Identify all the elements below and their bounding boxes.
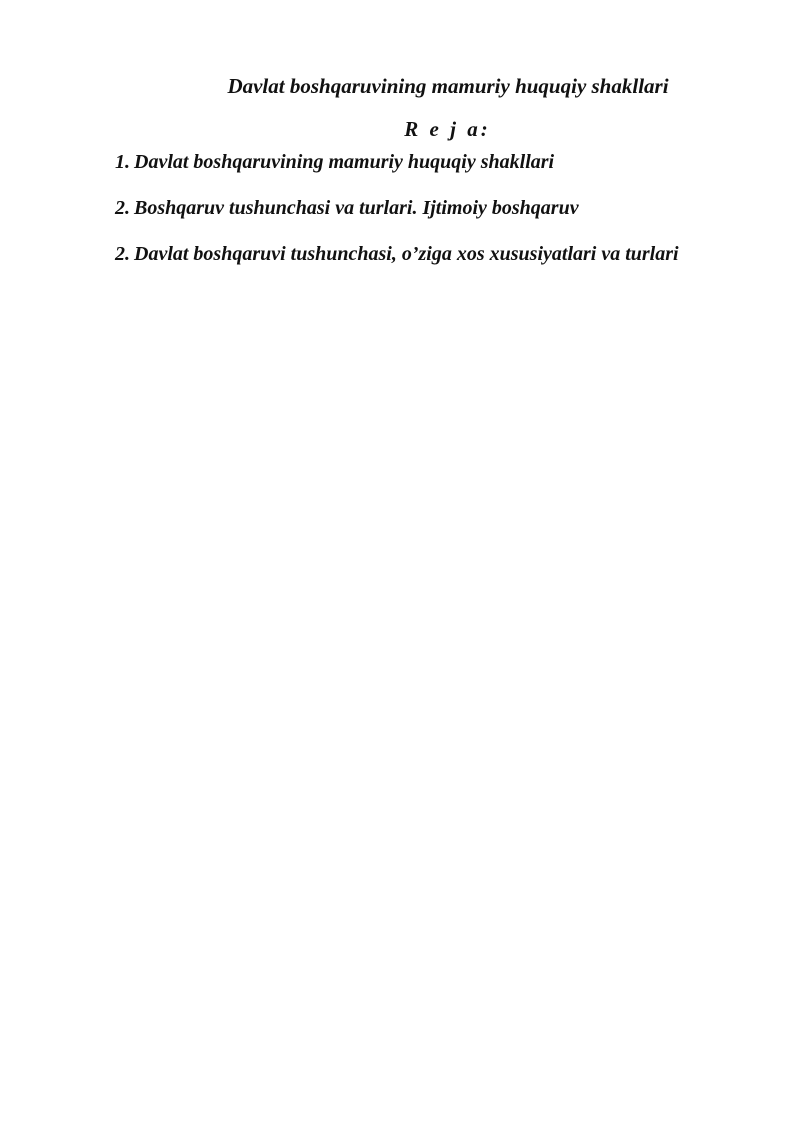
plan-item-number: 2.	[115, 197, 130, 219]
plan-item-number: 1.	[115, 151, 130, 173]
plan-item	[115, 242, 679, 288]
plan-heading: R e j a:	[404, 117, 491, 141]
plan-item-number: 2.	[115, 243, 130, 265]
plan-item-text: Davlat boshqaruvi tushunchasi, o’ziga xos xususiyatlari va turlari	[134, 243, 679, 265]
plan-item-text: Davlat boshqaruvining mamuriy huquqiy shakllari	[134, 151, 555, 173]
plan-list	[115, 150, 679, 288]
plan-item	[115, 150, 679, 196]
document-title: Davlat boshqaruvining mamuriy huquqiy shakllari	[227, 74, 669, 98]
plan-item-text: Boshqaruv tushunchasi va turlari. Ijtimoiy boshqaruv	[134, 197, 579, 219]
plan-item	[115, 196, 679, 242]
